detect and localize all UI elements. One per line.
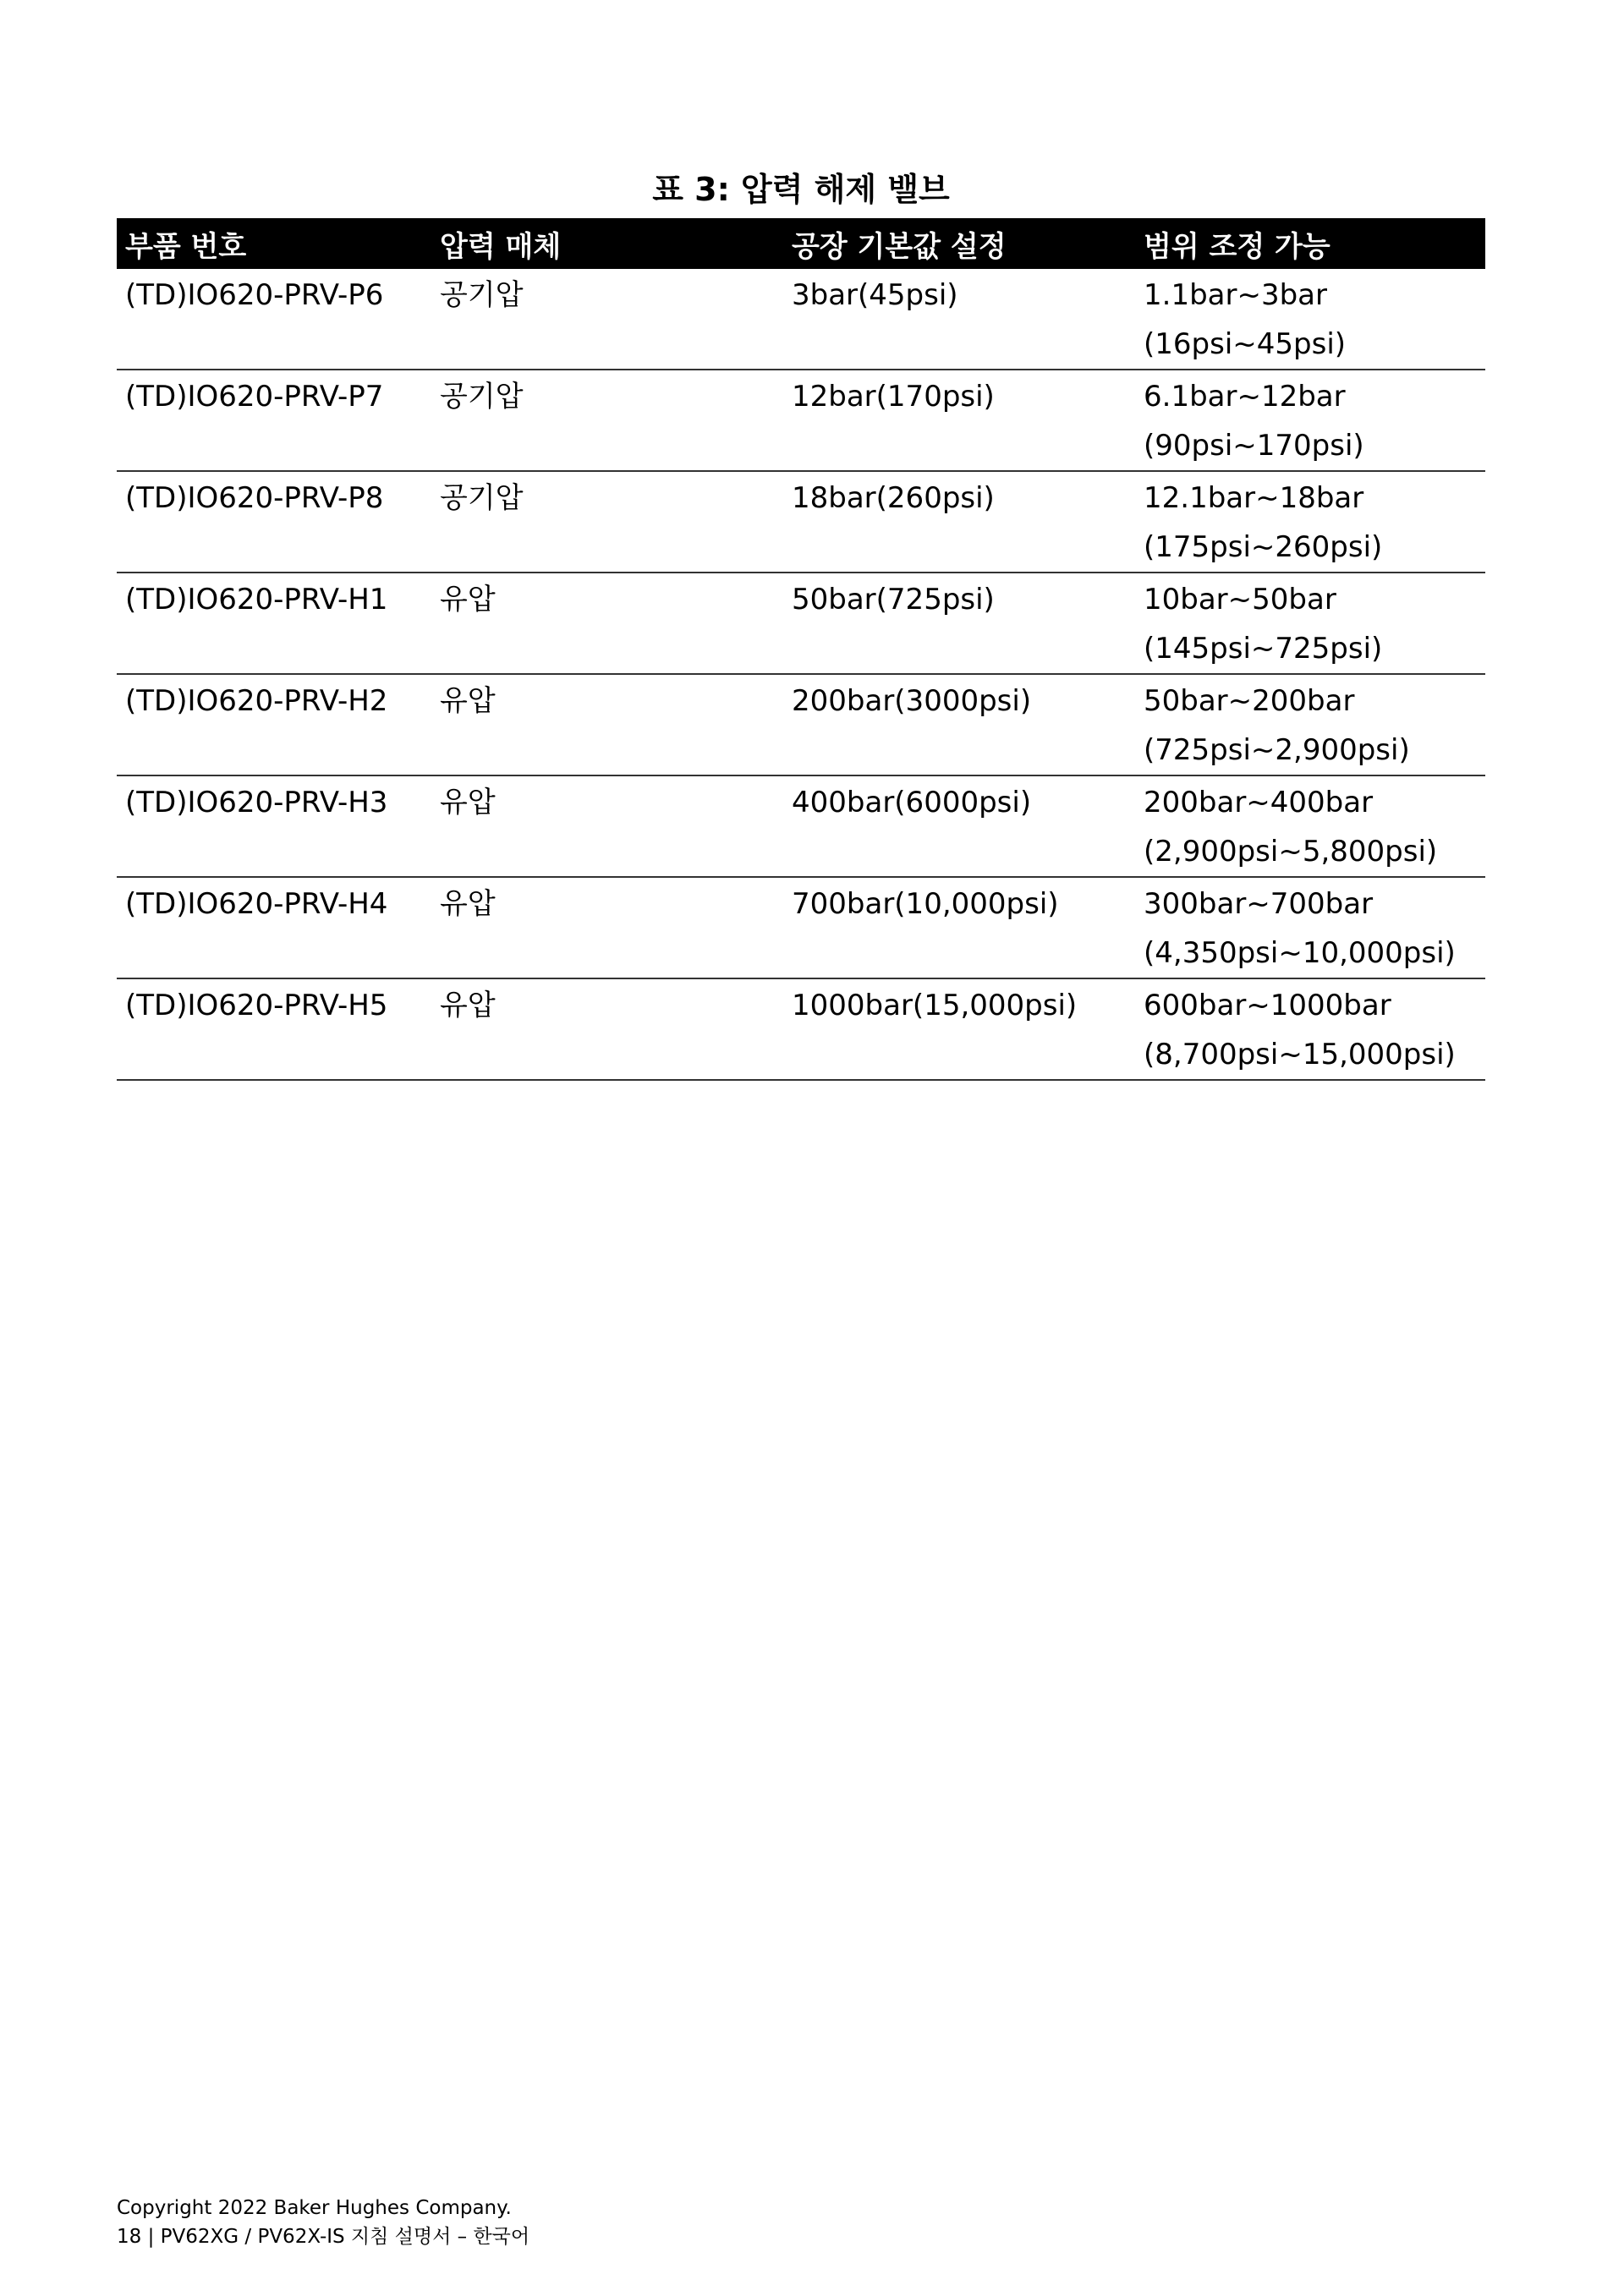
table-row	[117, 978, 1485, 1080]
table-row	[117, 877, 1485, 978]
header-pressure-medium: 압력 매체	[431, 218, 783, 269]
cell-part-number: (TD)IO620-PRV-P6	[117, 269, 431, 370]
table-row	[117, 471, 1485, 573]
cell-pressure-medium: 유압	[431, 674, 783, 775]
cell-part-number: (TD)IO620-PRV-H4	[117, 877, 431, 978]
cell-adjustable-range	[1135, 573, 1485, 674]
cell-factory-default: 3bar(45psi)	[783, 269, 1135, 370]
range-bar: 10bar~50bar	[1144, 583, 1336, 616]
header-factory-default: 공장 기본값 설정	[783, 218, 1135, 269]
cell-factory-default: 50bar(725psi)	[783, 573, 1135, 674]
cell-factory-default: 200bar(3000psi)	[783, 674, 1135, 775]
cell-adjustable-range	[1135, 269, 1485, 370]
cell-part-number: (TD)IO620-PRV-H3	[117, 775, 431, 877]
table-row	[117, 573, 1485, 674]
range-psi: (725psi~2,900psi)	[1144, 733, 1410, 767]
copyright-text: Copyright 2022 Baker Hughes Company.	[117, 2197, 512, 2219]
range-bar: 1.1bar~3bar	[1144, 278, 1327, 312]
header-adjustable-range: 범위 조정 가능	[1135, 218, 1485, 269]
page-footer	[117, 2194, 529, 2251]
table-row	[117, 775, 1485, 877]
header-part-number: 부품 번호	[117, 218, 431, 269]
table-header-row	[117, 218, 1485, 269]
range-psi: (175psi~260psi)	[1144, 530, 1383, 564]
cell-adjustable-range	[1135, 877, 1485, 978]
cell-adjustable-range	[1135, 978, 1485, 1080]
page-info-text: 18 | PV62XG / PV62X-IS 지침 설명서 – 한국어	[117, 2226, 530, 2248]
cell-pressure-medium: 공기압	[431, 269, 783, 370]
cell-adjustable-range	[1135, 370, 1485, 471]
cell-pressure-medium: 유압	[431, 573, 783, 674]
cell-factory-default: 700bar(10,000psi)	[783, 877, 1135, 978]
range-psi: (8,700psi~15,000psi)	[1144, 1038, 1456, 1071]
range-psi: (90psi~170psi)	[1144, 429, 1364, 463]
table-title: 표 3: 압력 해제 밸브	[652, 171, 950, 208]
table-row	[117, 674, 1485, 775]
cell-part-number: (TD)IO620-PRV-P7	[117, 370, 431, 471]
cell-pressure-medium: 유압	[431, 978, 783, 1080]
cell-part-number: (TD)IO620-PRV-H1	[117, 573, 431, 674]
range-bar: 6.1bar~12bar	[1144, 380, 1346, 414]
cell-pressure-medium: 유압	[431, 877, 783, 978]
cell-part-number: (TD)IO620-PRV-H2	[117, 674, 431, 775]
cell-adjustable-range	[1135, 674, 1485, 775]
table-row	[117, 370, 1485, 471]
range-psi: (145psi~725psi)	[1144, 632, 1383, 666]
cell-part-number: (TD)IO620-PRV-H5	[117, 978, 431, 1080]
cell-pressure-medium: 공기압	[431, 370, 783, 471]
range-bar: 600bar~1000bar	[1144, 989, 1391, 1022]
cell-factory-default: 1000bar(15,000psi)	[783, 978, 1135, 1080]
cell-part-number: (TD)IO620-PRV-P8	[117, 471, 431, 573]
cell-pressure-medium: 공기압	[431, 471, 783, 573]
range-psi: (4,350psi~10,000psi)	[1144, 936, 1456, 970]
cell-adjustable-range	[1135, 775, 1485, 877]
range-psi: (2,900psi~5,800psi)	[1144, 835, 1438, 869]
cell-factory-default: 400bar(6000psi)	[783, 775, 1135, 877]
range-bar: 300bar~700bar	[1144, 887, 1374, 921]
cell-factory-default: 12bar(170psi)	[783, 370, 1135, 471]
cell-adjustable-range	[1135, 471, 1485, 573]
pressure-relief-valve-table	[117, 218, 1485, 1081]
cell-pressure-medium: 유압	[431, 775, 783, 877]
range-bar: 50bar~200bar	[1144, 684, 1355, 718]
range-psi: (16psi~45psi)	[1144, 327, 1347, 361]
cell-factory-default: 18bar(260psi)	[783, 471, 1135, 573]
range-bar: 12.1bar~18bar	[1144, 481, 1364, 515]
table-row	[117, 269, 1485, 370]
range-bar: 200bar~400bar	[1144, 786, 1374, 819]
